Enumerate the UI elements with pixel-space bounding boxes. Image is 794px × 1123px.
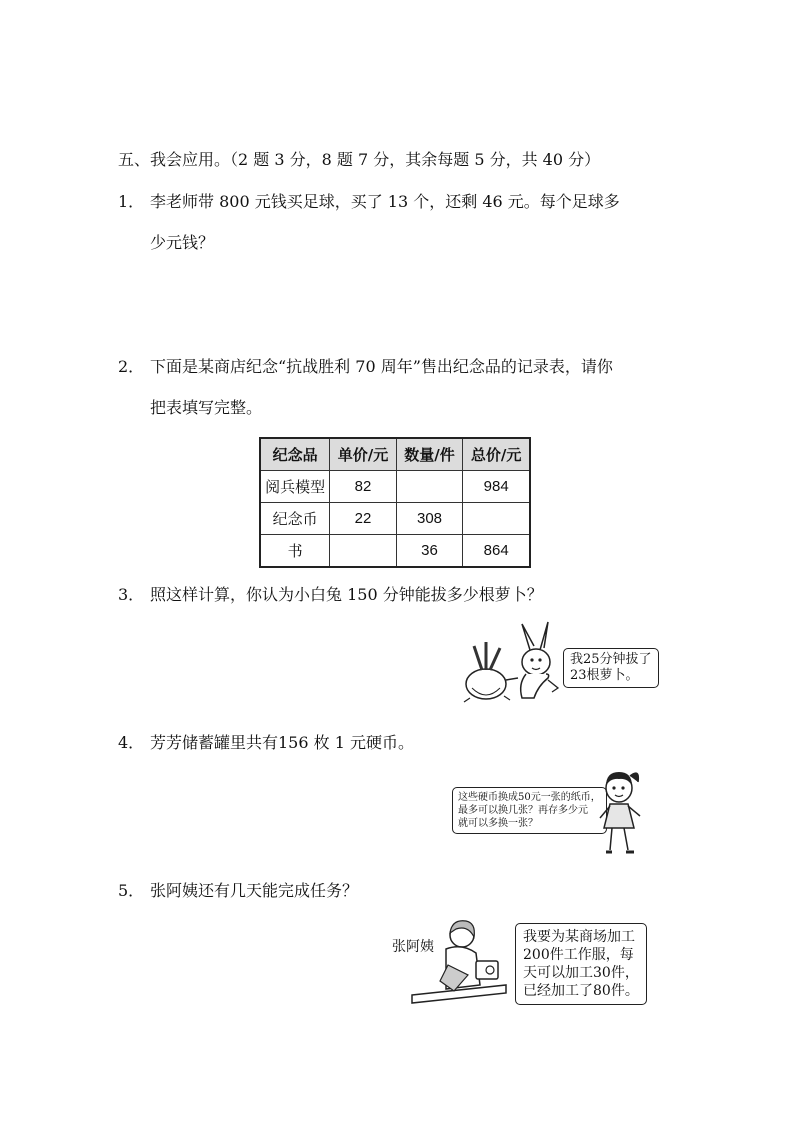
bubble-text: 已经加工了80件。: [523, 983, 639, 999]
bubble-text: 天可以加工30件，: [523, 965, 639, 981]
question-2-number: 2．: [118, 357, 145, 376]
table-header-cell: 总价/元: [463, 438, 530, 471]
question-1-line2: 少元钱？: [150, 233, 215, 252]
girl-illustration: [588, 766, 648, 860]
zhang-speech-bubble: [515, 923, 647, 1005]
girl-speech-bubble: [452, 787, 607, 834]
bubble-text: 23根萝卜。: [570, 668, 639, 683]
person-label: 张阿姨: [392, 939, 434, 955]
question-4-number: 4．: [118, 733, 145, 752]
table-cell: 阅兵模型: [260, 471, 330, 503]
bubble-text: 就可以多换一张？: [458, 818, 538, 829]
table-header-cell: 数量/件: [396, 438, 463, 471]
table-row: [260, 535, 530, 568]
table-row: [260, 471, 530, 503]
table-cell-blank[interactable]: [330, 535, 396, 568]
question-2-line2: 把表填写完整。: [150, 398, 263, 417]
table-cell: 36: [396, 535, 463, 568]
table-cell: 308: [396, 503, 463, 535]
table-header-cell: 纪念品: [260, 438, 330, 471]
table-cell-blank[interactable]: [463, 503, 530, 535]
question-5-text: 张阿姨还有几天能完成任务？: [150, 881, 359, 900]
rabbit-with-radish-illustration: [460, 618, 570, 704]
rabbit-speech-bubble: [563, 648, 659, 688]
table-cell: 984: [463, 471, 530, 503]
question-5-number: 5．: [118, 881, 145, 900]
table-cell: 22: [330, 503, 396, 535]
table-header-row: [260, 438, 530, 471]
question-3-number: 3．: [118, 585, 145, 604]
table-cell-blank[interactable]: [396, 471, 463, 503]
section-title: 五、我会应用。（2 题 3 分，8 题 7 分，其余每题 5 分，共 40 分）: [118, 150, 601, 169]
souvenir-record-table: [259, 437, 531, 568]
question-2-line1: 下面是某商店纪念“抗战胜利 70 周年”售出纪念品的记录表，请你: [150, 357, 613, 376]
table-cell: 82: [330, 471, 396, 503]
table-header-cell: 单价/元: [330, 438, 396, 471]
table-cell: 书: [260, 535, 330, 568]
bubble-text: 我要为某商场加工: [523, 929, 635, 945]
question-1-number: 1．: [118, 192, 145, 211]
table-row: [260, 503, 530, 535]
bubble-text: 200件工作服，每: [523, 947, 634, 963]
table-cell: 864: [463, 535, 530, 568]
question-3-text: 照这样计算，你认为小白兔 150 分钟能拔多少根萝卜？: [150, 585, 543, 604]
table-cell: 纪念币: [260, 503, 330, 535]
question-1-line1: 李老师带 800 元钱买足球，买了 13 个，还剩 46 元。每个足球多: [150, 192, 620, 211]
bubble-text: 我25分钟拔了: [570, 652, 652, 667]
sewing-woman-illustration: [410, 915, 512, 1007]
question-4-text: 芳芳储蓄罐里共有156 枚 1 元硬币。: [150, 733, 414, 752]
bubble-text: 最多可以换几张？再存多少元: [458, 805, 588, 816]
bubble-text: 这些硬币换成50元一张的纸币，: [458, 792, 601, 803]
